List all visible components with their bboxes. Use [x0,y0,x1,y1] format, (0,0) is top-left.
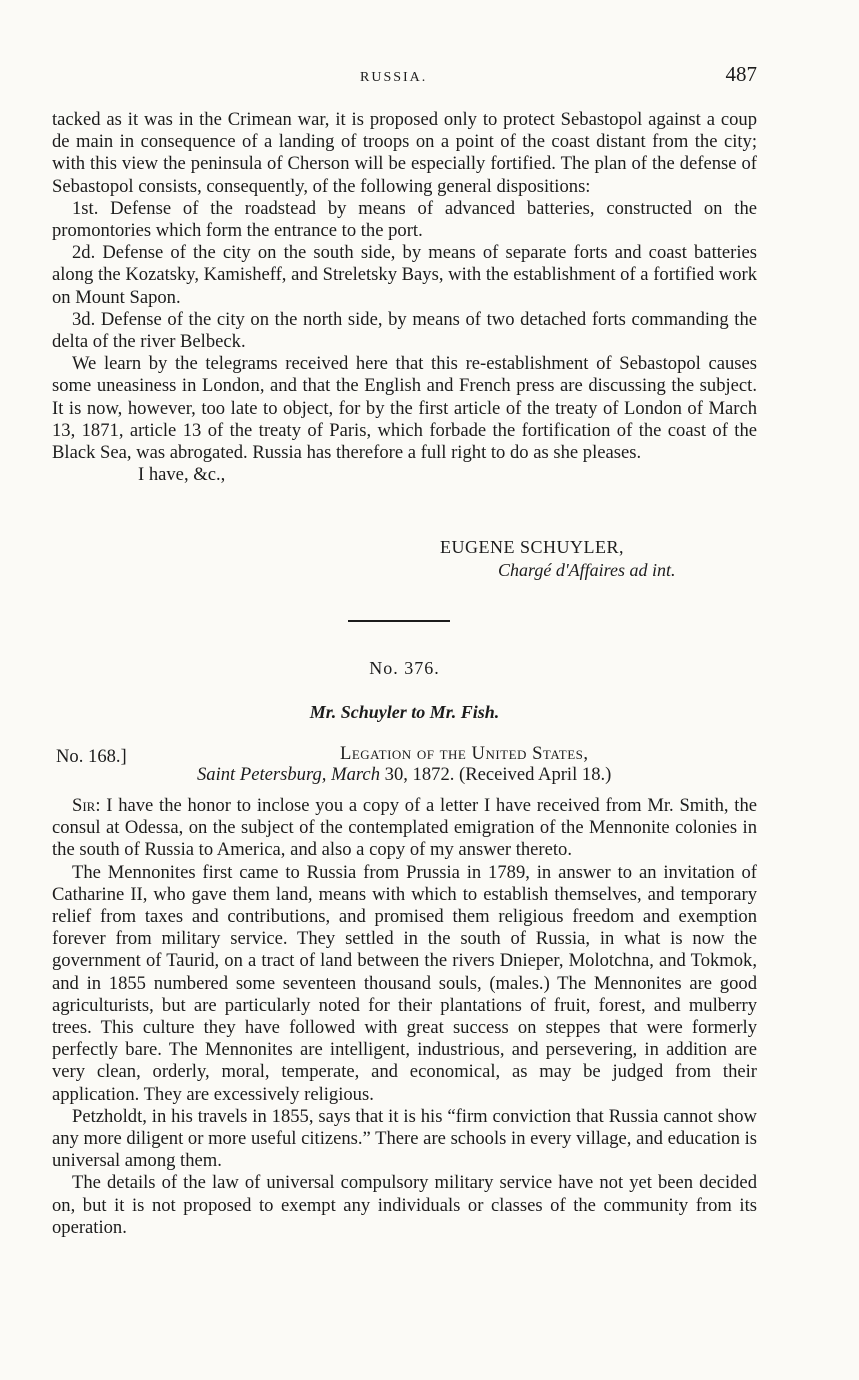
salutation: Sir: [72,795,101,816]
letter1-paragraph: 3d. Defense of the city on the north side, by means of two detached forts commanding the delta of the river Belbeck. [52,308,757,353]
letter1-paragraph: tacked as it was in the Crimean war, it is proposed only to protect Sebastopol against a coup de main in consequence of a landing of troops on a point of the coast distant from the city; with this view the peninsula of Cherson will be especially fortified. The plan of the defense of Sebastopol consists, consequently, of the following general dispositions: [52,109,757,197]
closing-line: I have, &c., [138,464,226,486]
date-line [197,764,611,786]
letter1-paragraph: 2d. Defense of the city on the south side, by means of separate forts and coast batteries along the Kozatsky, Kamisheff, and Streletsky Bays, with the establishment of a fortified work on Mount Sapon. [52,242,757,308]
letter2-paragraph [52,795,757,862]
date-place: Saint Petersburg, March [197,764,380,785]
letter1-body [52,109,757,486]
document-number: No. 376. [369,658,440,678]
signature-title: Chargé d'Affaires ad int. [498,560,676,580]
letter2-paragraph: Petzholdt, in his travels in 1855, says that it is his “firm conviction that Russia cannot show any more diligent or more useful citizens.” There are schools in every village, and education is universal among them. [52,1105,757,1172]
legation-heading: Legation of the United States, [340,743,589,764]
letter2-body [52,795,757,1239]
dispatch-reference: No. 168.] [56,746,127,767]
page-number: 487 [725,62,757,86]
letter2-paragraph: The details of the law of universal compulsory military service have not yet been decided on, but it is not proposed to exempt any individuals or classes of the community from its operation. [52,1172,757,1238]
letter2-paragraph-text: I have the honor to inclose you a copy of a letter I have received from Mr. Smith, the consul at Odessa, on the subject of the contemplated emigration of the Mennonite colonies in the south of Russia to America, and also a copy of my answer thereto. [52,795,757,861]
document-title: Mr. Schuyler to Mr. Fish. [309,702,500,722]
running-head: RUSSIA. [360,70,428,85]
signature-name: EUGENE SCHUYLER, [440,537,624,557]
date-rest: 30, 1872. (Received April 18.) [384,764,612,785]
section-divider [348,620,450,622]
letter1-paragraph: We learn by the telegrams received here that this re-establishment of Sebastopol causes some uneasiness in London, and that the English and French press are discussing the subject. It is now, however, too late to object, for by the first article of the treaty of London of March 13, 1871, article 13 of the treaty of Paris, which forbade the fortification of the coast of the Black Sea, was abrogated. Russia has therefore a full right to do as she pleases. [52,353,757,464]
page-header [52,62,757,92]
letter1-paragraph: 1st. Defense of the roadstead by means of advanced batteries, constructed on the promontories which form the entrance to the port. [52,197,757,242]
letter2-paragraph: The Mennonites first came to Russia from Prussia in 1789, in answer to an invitation of Catharine II, who gave them land, means with which to establish themselves, and temporary relief from taxes and contributions, and promised them religious freedom and exemption forever from military service. They settled in the south of Russia, in what is now the government of Taurid, on a tract of land between the rivers Dnieper, Molotchna, and Tokmok, and in 1855 numbered some seventeen thousand souls, (males.) The Mennonites are good agriculturists, but are particularly noted for their plantations of fruit, forest, and mulberry trees. This culture they have followed with great success on steppes that were formerly perfectly bare. The Mennonites are intelligent, industrious, and persevering, in addition are very clean, orderly, moral, temperate, and economical, as may be judged from their application. They are excessively religious. [52,861,757,1105]
